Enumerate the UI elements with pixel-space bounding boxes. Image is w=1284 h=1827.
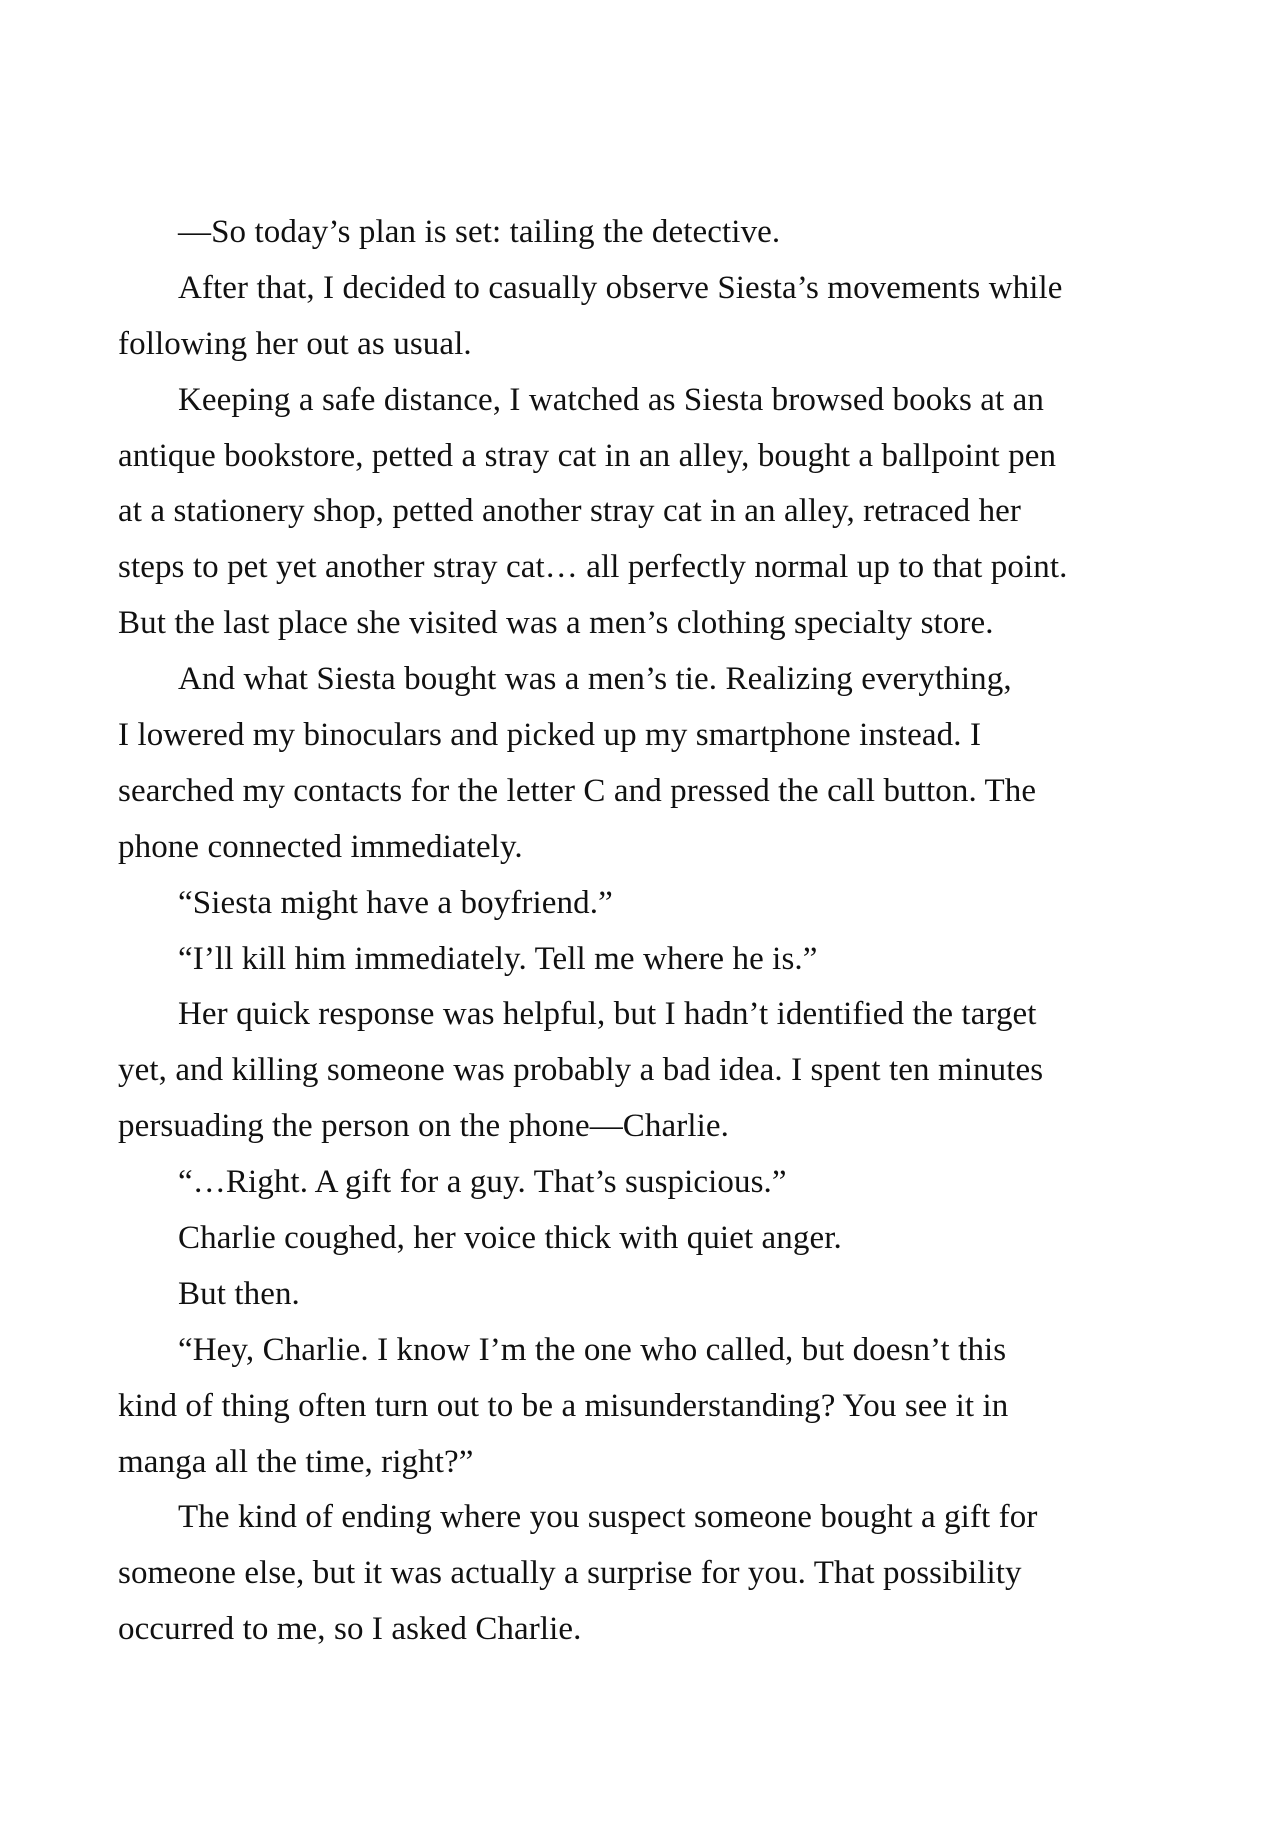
text-line: searched my contacts for the letter C and pressed the call button. The — [118, 772, 1037, 809]
body-text — [118, 205, 1178, 1658]
text-line: someone else, but it was actually a surprise for you. That possibility — [118, 1555, 1022, 1592]
paragraph — [118, 987, 1178, 1155]
text-line: manga all the time, right?” — [118, 1443, 474, 1480]
text-line: following her out as usual. — [118, 325, 472, 362]
text-line: “Hey, Charlie. I know I’m the one who called, but doesn’t this — [178, 1331, 1007, 1368]
paragraph — [118, 1490, 1178, 1658]
text-line: at a stationery shop, petted another stray cat in an alley, retraced her — [118, 493, 1022, 530]
text-line: Keeping a safe distance, I watched as Siesta browsed books at an — [178, 381, 1044, 418]
text-line: kind of thing often turn out to be a misunderstanding? You see it in — [118, 1387, 1009, 1424]
paragraph — [118, 1211, 1178, 1267]
text-line: steps to pet yet another stray cat… all perfectly normal up to that point. — [118, 549, 1068, 586]
text-line: The kind of ending where you suspect someone bought a gift for — [178, 1499, 1038, 1536]
text-line: occurred to me, so I asked Charlie. — [118, 1611, 582, 1648]
text-line: “Siesta might have a boyfriend.” — [178, 884, 613, 921]
paragraph — [118, 373, 1178, 652]
text-line: antique bookstore, petted a stray cat in an alley, bought a ballpoint pen — [118, 437, 1057, 474]
text-line: And what Siesta bought was a men’s tie. Realizing everything, — [178, 661, 1012, 698]
paragraph — [118, 876, 1178, 932]
text-line: After that, I decided to casually observe Siesta’s movements while — [178, 269, 1063, 306]
text-line: “…Right. A gift for a guy. That’s suspicious.” — [178, 1164, 787, 1201]
paragraph — [118, 261, 1178, 373]
text-line: —So today’s plan is set: tailing the detective. — [178, 214, 781, 250]
text-line: Charlie coughed, her voice thick with quiet anger. — [178, 1220, 842, 1257]
text-line: persuading the person on the phone—Charlie. — [118, 1108, 729, 1145]
text-line: But the last place she visited was a men’s clothing specialty store. — [118, 605, 994, 642]
text-line: But then. — [178, 1275, 300, 1312]
text-line: Her quick response was helpful, but I hadn’t identified the target — [178, 996, 1037, 1033]
paragraph — [118, 652, 1178, 876]
text-line: yet, and killing someone was probably a bad idea. I spent ten minutes — [118, 1052, 1044, 1089]
text-line: I lowered my binoculars and picked up my smartphone instead. I — [118, 717, 982, 754]
paragraph — [118, 1155, 1178, 1211]
paragraph — [118, 205, 1178, 261]
text-line: “I’ll kill him immediately. Tell me where he is.” — [178, 940, 818, 977]
paragraph — [118, 1267, 1178, 1323]
paragraph — [118, 1323, 1178, 1491]
text-line: phone connected immediately. — [118, 828, 523, 865]
paragraph — [118, 932, 1178, 988]
